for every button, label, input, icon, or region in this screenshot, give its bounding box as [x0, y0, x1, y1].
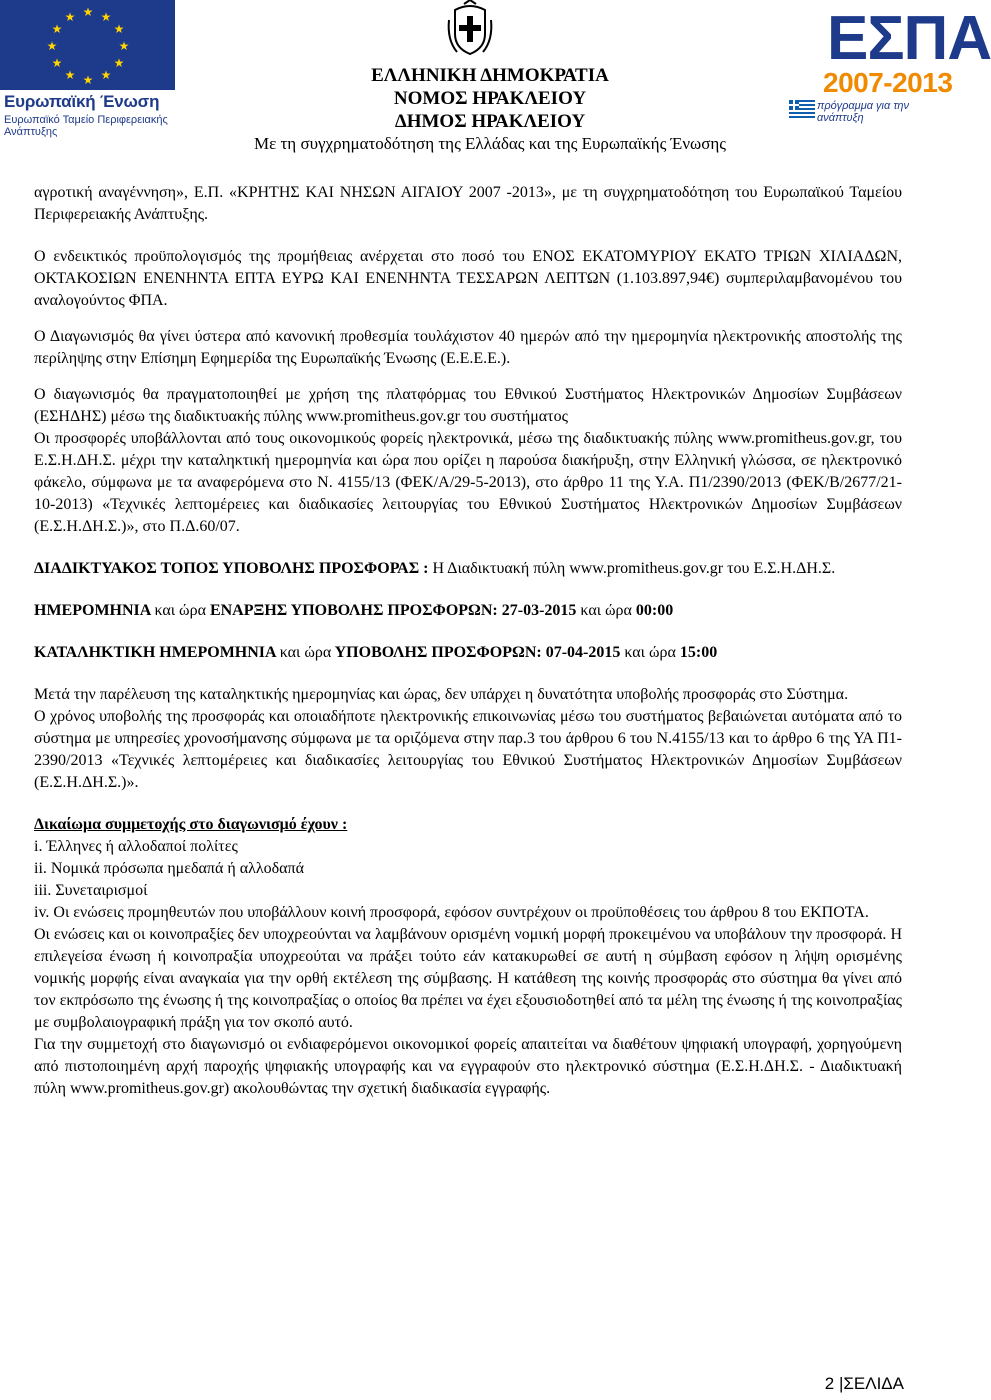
participation-item: ii. Νομικά πρόσωπα ημεδαπά ή αλλοδαπά [34, 860, 305, 877]
header-line-prefecture: ΝΟΜΟΣ ΗΡΑΚΛΕΙΟΥ [393, 88, 587, 109]
end-and-time-2: και ώρα [624, 644, 676, 661]
start-date-line [34, 600, 902, 622]
intro-paragraph: αγροτική αναγέννηση», Ε.Π. «ΚΡΗΤΗΣ ΚΑΙ ΝΗΣΩΝ ΑΙΓΑΙΟΥ 2007 -2013», με τη συγχρηματοδότηση του Ευρωπαϊκού Ταμείου Περιφερειακής Ανάπτυξης. [34, 184, 902, 223]
unions-paragraph: Οι ενώσεις και οι κοινοπραξίες δεν υποχρεούνται να λαμβάνουν ορισμένη νομική μορφή προκειμένου να υποβάλουν την προσφορά. Η επιλεγείσα ένωση ή κοινοπραξία υποχρεούται να πράξει τούτο εάν κατακυρωθεί σε αυτή η σύμβαση εφόσον η λήψη ορισμένης νομικής μορφής είναι αναγκαία για την ορθή εκτέλεση της σύμβασης. Η κατάθεση της κοινής προσφοράς στο σύστημα θα γίνει από τον εκπρόσωπο της ένωσης ή της κοινοπραξίας ο οποίος θα πρέπει να έχει εξουσιοδοτηθεί από τα μέλη της ένωσης ή της κοινοπραξίας με συμβολαιογραφική πράξη για τον σκοπό αυτό. [34, 926, 902, 1031]
end-time: 15:00 [679, 644, 718, 661]
after-deadline-paragraph: Μετά την παρέλευση της καταληκτικής ημερομηνίας και ώρας, δεν υπάρχει η δυνατότητα υποβολής προσφοράς στο Σύστημα. [34, 686, 849, 703]
svg-text:★: ★ [118, 39, 130, 53]
end-date-line [34, 642, 902, 664]
greek-flag-icon [789, 100, 815, 118]
signature-paragraph: Για την συμμετοχή στο διαγωνισμό οι ενδιαφερόμενοι οικονομικοί φορείς απαιτείται να διαθέτουν ψηφιακή υπογραφή, χορηγούμενη από πιστοποιημένη αρχή παροχής ψηφιακής υπογραφής και να εγγραφούν στο ηλεκτρονικό σύστημα (Ε.Σ.Η.ΔΗ.Σ. - Διαδικτυακή πύλη www.promitheus.gov.gr) ακολουθώντας την σχετική διαδικασία εγγραφής. [34, 1036, 902, 1097]
page-footer [825, 1374, 904, 1394]
timestamp-paragraph: Ο χρόνος υποβολής της προσφοράς και οποιαδήποτε ηλεκτρονικής επικοινωνίας μέσω του συστήματος βεβαιώνεται αυτόματα από το σύστημα με υπηρεσίες χρονοσήμανσης σύμφωνα με τα οριζόμενα στην παρ.3 του άρθρου 6 του Ν.4155/13 και το άρθρο 6 της ΥΑ Π1-2390/2013 «Τεχνικές λεπτομέρειες και διαδικασίες λειτουργίας του Εθνικού Συστήματος Ηλεκτρονικών Δημοσίων Συμβάσεων (Ε.Σ.Η.ΔΗ.Σ.)». [34, 708, 902, 791]
start-label: ΗΜΕΡΟΜΗΝΙΑ [34, 602, 151, 619]
page-number: 2 [824, 1374, 835, 1393]
greek-coat-of-arms-icon [447, 0, 493, 58]
participation-item: i. Έλληνες ή αλλοδαποί πολίτες [34, 838, 238, 855]
header-line-municipality: ΔΗΜΟΣ ΗΡΑΚΛΕΙΟΥ [394, 111, 586, 132]
participation-title: Δικαίωμα συμμετοχής στο διαγωνισμό έχουν : [34, 816, 348, 833]
svg-text:★: ★ [113, 56, 125, 70]
espa-logo-years: 2007-2013 [823, 67, 953, 98]
start-event: ΕΝΑΡΞΗΣ ΥΠΟΒΟΛΗΣ ΠΡΟΣΦΟΡΩΝ: [209, 602, 498, 619]
website-value: Η Διαδικτυακή πύλη www.promitheus.gov.gr του Ε.Σ.Η.ΔΗ.Σ. [432, 560, 836, 577]
page-separator: | [838, 1374, 844, 1393]
budget-paragraph: Ο ενδεικτικός προϋπολογισμός της προμήθειας ανέρχεται στο ποσό του ΕΝΟΣ ΕΚΑΤΟΜΥΡΙΟΥ ΕΚΑΤΟ ΤΡΙΩΝ ΧΙΛΙΑΔΩΝ, ΟΚΤΑΚΟΣΙΩΝ ΕΝΕΝΗΝΤΑ ΕΠΤΑ ΕΥΡΩ ΚΑΙ ΕΝΕΝΗΝΤΑ ΤΕΣΣΑΡΩΝ ΛΕΠΤΩΝ (1.103.897,94€) συμπεριλαμβανομένου του αναλογούντος ΦΠΑ. [34, 248, 902, 309]
svg-text:★: ★ [64, 10, 76, 24]
svg-text:★: ★ [46, 39, 58, 53]
eu-flag-icon [0, 0, 175, 90]
end-and-time: και ώρα [279, 644, 332, 661]
svg-text:★: ★ [82, 5, 94, 19]
page-label: ΣΕΛΙΔΑ [843, 1374, 904, 1393]
svg-text:★: ★ [100, 68, 112, 82]
participation-item: iii. Συνεταιρισμοί [34, 882, 148, 899]
end-date: 07-04-2015 [545, 644, 621, 661]
header-cofunding: Με τη συγχρηματοδότηση της Ελλάδας και της Ευρωπαϊκής Ένωσης [253, 134, 727, 153]
start-and-time: και ώρα [154, 602, 206, 619]
document-body [34, 182, 902, 1100]
start-and-time-2: και ώρα [580, 602, 632, 619]
tender-time-paragraph: Ο Διαγωνισμός θα γίνει ύστερα από κανονική προθεσμία τουλάχιστον 40 ημερών από την ημερομηνία ηλεκτρονικής αποστολής της περίληψης στην Επίσημη Εφημερίδα της Ευρωπαϊκής Ένωσης (Ε.Ε.Ε.Ε.). [34, 328, 902, 367]
end-event: ΥΠΟΒΟΛΗΣ ΠΡΟΣΦΟΡΩΝ: [334, 644, 542, 661]
website-paragraph [34, 558, 902, 580]
eu-logo [0, 0, 175, 140]
platform-paragraph: Ο διαγωνισμός θα πραγματοποιηθεί με χρήση της πλατφόρμας του Εθνικού Συστήματος Ηλεκτρονικών Δημοσίων Συμβάσεων (ΕΣΗΔΗΣ) μέσω της διαδικτυακής πύλης www.promitheus.gov.gr του συστήματος [34, 386, 902, 425]
eu-logo-fund: Ευρωπαϊκό Ταμείο Περιφερειακής Ανάπτυξης [4, 114, 168, 138]
header-text [200, 64, 780, 155]
website-label: ΔΙΑΔΙΚΤΥΑΚΟΣ ΤΟΠΟΣ ΥΠΟΒΟΛΗΣ ΠΡΟΣΦΟΡΑΣ : [34, 560, 429, 577]
svg-text:★: ★ [113, 22, 125, 36]
svg-text:★: ★ [100, 10, 112, 24]
svg-text:★: ★ [64, 68, 76, 82]
espa-logo [783, 0, 991, 140]
end-label: ΚΑΤΑΛΗΚΤΙΚΗ ΗΜΕΡΟΜΗΝΙΑ [34, 644, 276, 661]
start-time: 00:00 [635, 602, 674, 619]
eu-logo-name: Ευρωπαϊκή Ένωση [4, 92, 160, 111]
svg-text:★: ★ [51, 22, 63, 36]
submission-paragraph: Οι προσφορές υποβάλλονται από τους οικονομικούς φορείς ηλεκτρονικά, μέσω της διαδικτυακής πύλης www.promitheus.gov.gr, του Ε.Σ.Η.ΔΗ.Σ. μέχρι την καταληκτική ημερομηνία και ώρα που ορίζει η παρούσα διακήρυξη, στην Ελληνική γλώσσα, σε ηλεκτρονικό φάκελο, σύμφωνα με τα αναφερόμενα στο Ν. 4155/13 (ΦΕΚ/Α/29-5-2013), στο άρθρο 11 της Υ.Α. Π1/2390/2013 (ΦΕΚ/Β/2677/21-10-2013) «Τεχνικές λεπτομέρειες και διαδικασίες λειτουργίας του Εθνικού Συστήματος Ηλεκτρονικών Δημοσίων Συμβάσεων (Ε.Σ.Η.ΔΗ.Σ.)», στο Π.Δ.60/07. [34, 430, 902, 535]
start-date: 27-03-2015 [501, 602, 577, 619]
participation-item: iv. Οι ενώσεις προμηθευτών που υποβάλλουν κοινή προσφορά, εφόσον συντρέχουν οι προϋποθέσεις του άρθρου 8 του ΕΚΠΟΤΑ. [34, 904, 869, 921]
svg-text:★: ★ [51, 56, 63, 70]
espa-logo-word: ΕΣΠΑ [827, 4, 991, 73]
espa-logo-slogan: πρόγραμμα για την ανάπτυξη [817, 100, 910, 124]
svg-text:★: ★ [82, 73, 94, 87]
header-line-republic: ΕΛΛΗΝΙΚΗ ΔΗΜΟΚΡΑΤΙΑ [371, 65, 609, 86]
